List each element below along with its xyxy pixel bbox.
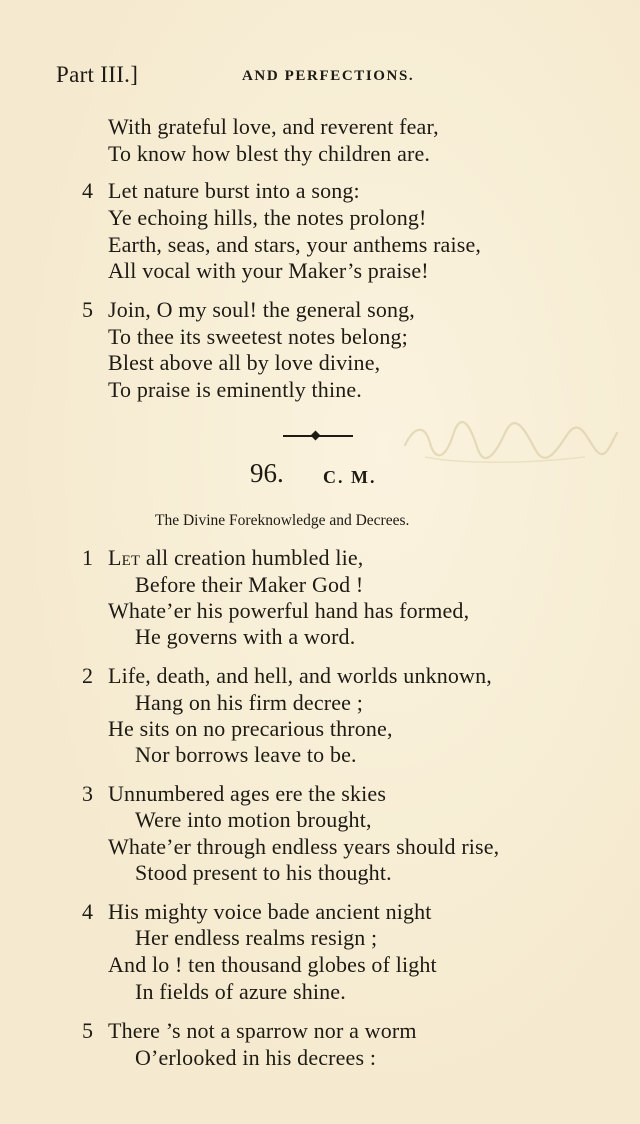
stanza3-line-2: Were into motion brought,	[135, 807, 372, 832]
stanza2-line-1: Life, death, and hell, and worlds unknown,	[108, 663, 492, 688]
hymn-meter: C. M.	[323, 467, 377, 487]
stanza1-line-4: He governs with a word.	[135, 624, 356, 649]
drop-word: Let	[108, 545, 141, 570]
stanza1-line-1-rest: all creation humbled lie,	[140, 545, 364, 570]
hymn-subtitle: The Divine Foreknowledge and Decrees.	[155, 512, 410, 529]
stanza3-number: 3	[82, 781, 93, 806]
prev-stanza4-line-2: Ye echoing hills, the notes prolong!	[108, 205, 427, 230]
prev-stanza3-line-3: With grateful love, and reverent fear,	[108, 114, 439, 139]
stanza5-line-2: O’erlooked in his decrees :	[135, 1045, 377, 1070]
stanza1-number: 1	[82, 545, 93, 570]
hymn-number: 96.	[250, 458, 284, 488]
stanza4-line-1: His mighty voice bade ancient night	[108, 899, 432, 924]
running-head	[56, 62, 456, 94]
stanza1-line-2: Before their Maker God !	[135, 572, 364, 597]
prev-stanza4-line-3: Earth, seas, and stars, your anthems raise,	[108, 232, 482, 257]
prev-stanza5-line-1: Join, O my soul! the general song,	[108, 297, 415, 322]
stanza4-line-4: In fields of azure shine.	[135, 979, 346, 1004]
part-label: Part III.]	[56, 62, 139, 87]
prev-stanza4-line-1: Let nature burst into a song:	[108, 178, 360, 203]
stanza3-line-1: Unnumbered ages ere the skies	[108, 781, 387, 806]
stanza3-line-3: Whate’er through endless years should rise,	[108, 834, 500, 859]
stanza4-line-3: And lo ! ten thousand globes of light	[108, 952, 437, 977]
prev-stanza5-number: 5	[82, 297, 93, 322]
stanza2-line-4: Nor borrows leave to be.	[135, 742, 357, 767]
prev-stanza5-line-2: To thee its sweetest notes belong;	[108, 324, 408, 349]
ornamental-rule	[283, 432, 353, 440]
stanza1-line-1	[108, 545, 363, 571]
stanza2-line-2: Hang on his firm decree ;	[135, 690, 363, 715]
stanza4-number: 4	[82, 899, 93, 924]
stanza3-line-4: Stood present to his thought.	[135, 860, 392, 885]
faint-handwriting-mark	[395, 405, 625, 475]
prev-stanza5-line-3: Blest above all by love divine,	[108, 350, 381, 375]
stanza5-line-1: There ’s not a sparrow nor a worm	[108, 1018, 417, 1043]
stanza1-line-3: Whate’er his powerful hand has formed,	[108, 598, 470, 623]
prev-stanza4-line-4: All vocal with your Maker’s praise!	[108, 258, 429, 283]
prev-stanza3-line-4: To know how blest thy children are.	[108, 141, 431, 166]
stanza2-number: 2	[82, 663, 93, 688]
stanza5-number: 5	[82, 1018, 93, 1043]
running-head-title: AND PERFECTIONS.	[242, 68, 415, 84]
prev-stanza4-number: 4	[82, 178, 93, 203]
rule-diamond	[311, 431, 321, 441]
stanza2-line-3: He sits on no precarious throne,	[108, 716, 393, 741]
prev-stanza5-line-4: To praise is eminently thine.	[108, 377, 362, 402]
stanza4-line-2: Her endless realms resign ;	[135, 925, 378, 950]
